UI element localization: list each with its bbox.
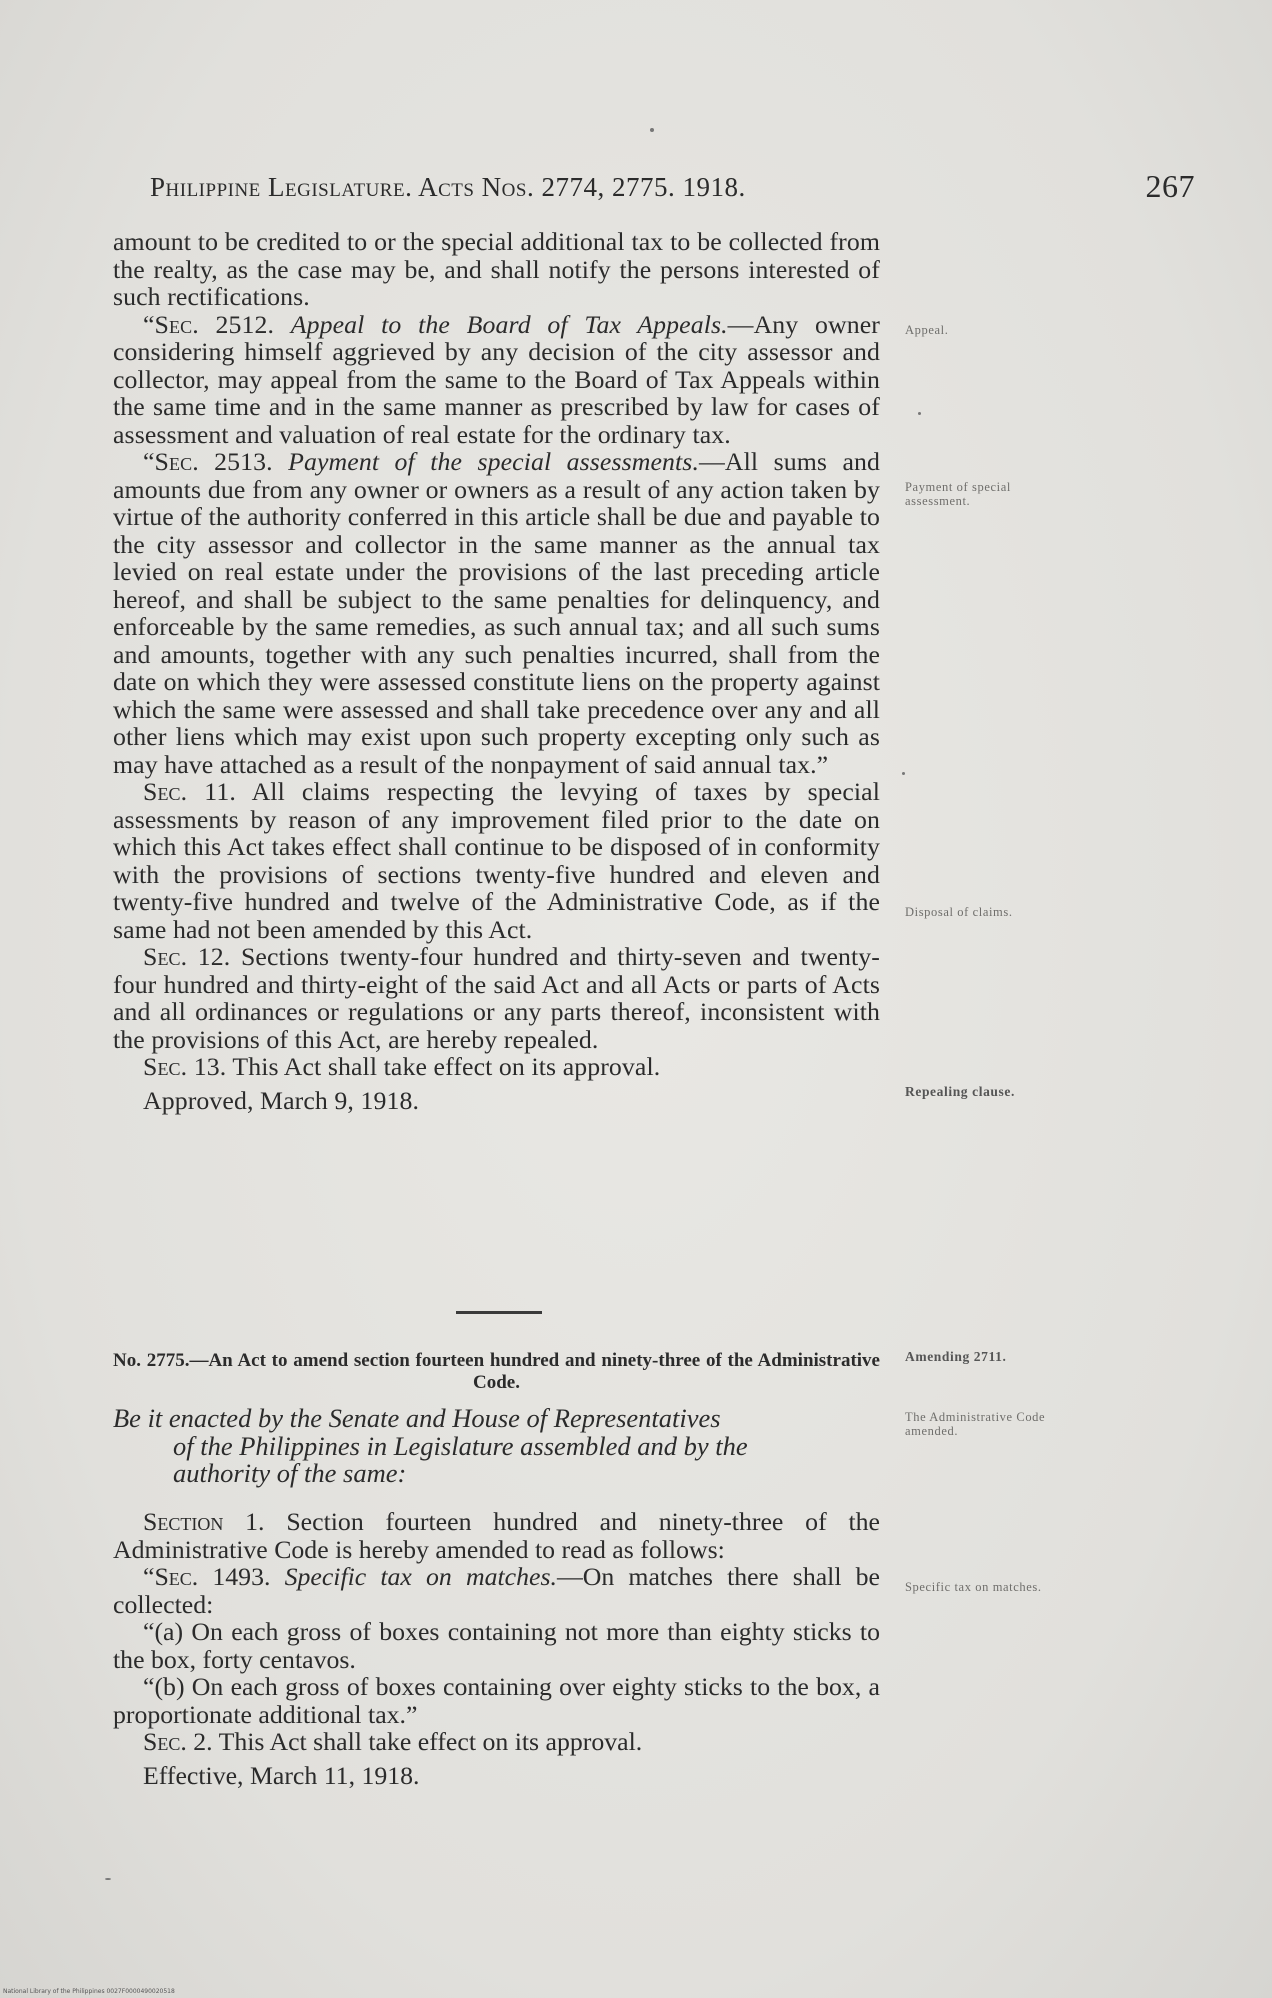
section-heading: Payment of the special assessments.: [288, 447, 699, 476]
section-text: All claims respecting the levying of taxes by special assessments by reason of any improvement filed prior to the date on which this Act takes effect shall continue to be disposed of in conformity with the provisions of sections twenty-five hundred and eleven and twenty-five hundred and twelve of the Administrative Code, as if the same had not been amended by this Act.: [113, 777, 880, 944]
library-stamp: National Library of the Philippines 0027F0000490020518: [3, 1988, 175, 1995]
section-lead: Sec. 13.: [143, 1052, 227, 1081]
section-lead: “Sec. 2512.: [143, 309, 275, 339]
enacting-line-2: of the Philippines in Legislature assembled and by the: [173, 1430, 748, 1461]
effective-line: Effective, March 11, 1918.: [143, 1760, 420, 1790]
section-1493: [113, 1563, 880, 1618]
section-lead: Section 1.: [143, 1507, 265, 1536]
item-b: [113, 1673, 880, 1728]
item-label: “(b): [143, 1672, 185, 1701]
running-head: Philippine Legislature. Acts Nos. 2774, 2775. 1918.: [150, 172, 746, 202]
enacting-line-3: authority of the same:: [173, 1458, 407, 1488]
enacting-clause: [113, 1405, 880, 1488]
scan-speck: [918, 412, 921, 415]
item-a: [113, 1618, 880, 1673]
scan-speck: [902, 772, 905, 775]
section-text: This Act shall take effect on its approval.: [212, 1727, 643, 1756]
item-text: On each gross of boxes containing not more than eighty sticks to the box, forty centavos.: [113, 1617, 880, 1674]
continued-paragraph: amount to be credited to or the special additional tax to be collected from the realty, as the case may be, and shall notify the persons interested of such rectifications.: [113, 227, 880, 311]
section-2: [113, 1728, 880, 1756]
margin-note-repealing: Repealing clause.: [905, 1084, 1015, 1099]
scan-speck: [650, 128, 654, 132]
margin-note-appeal: Appeal.: [905, 323, 949, 337]
section-text: —On matches there shall be collected:: [113, 1562, 880, 1619]
section-1: [113, 1508, 880, 1563]
margin-note-disposal: Disposal of claims.: [905, 905, 1013, 919]
margin-note-payment: Payment of special assessment.: [905, 480, 1011, 508]
enacting-line-1: Be it enacted by the Senate and House of Representatives: [113, 1403, 721, 1433]
item-text: On each gross of boxes containing over eighty sticks to the box, a proportionate additional tax.”: [113, 1672, 880, 1729]
section-lead: Sec. 12.: [143, 942, 231, 971]
section-text: This Act shall take effect on its approval.: [226, 1052, 661, 1081]
page-number: 267: [1145, 168, 1195, 204]
section-lead: Sec. 11.: [143, 777, 236, 806]
margin-note-specific-tax: Specific tax on matches.: [905, 1580, 1042, 1594]
section-lead: Sec. 2.: [143, 1727, 213, 1756]
section-12: [113, 943, 880, 1053]
section-text: —All sums and amounts due from any owner or owners as a result of any action taken by virtue of the authority conferred in this article shall be due and payable to the city assessor and collector in the same manner as the annual tax levied on real estate under the provisions of the last preceding article hereof, and shall be subject to the same penalties for delinquency, and enforceable by the same remedies, as such annual tax; and all such sums and amounts, together with any such penalties incurred, shall from the date on which they were assessed constitute liens on the property against which the same were assessed and shall take precedence over any and all other liens which may exist upon such property excepting only such as may have attached as a result of the nonpayment of said annual tax.”: [113, 447, 880, 779]
section-text: Sections twenty-four hundred and thirty-seven and twenty-four hundred and thirty-eight of the said Act and all Acts or parts of Acts and all ordinances or regulations or any parts thereof, inconsistent with the provisions of this Act, are hereby repealed.: [113, 942, 880, 1054]
section-11: [113, 778, 880, 943]
section-text: —Any owner considering himself aggrieved by any decision of the city assessor and collector, may appeal from the same to the Board of Tax Appeals within the same time and in the same manner as prescribed by law for cases of assessment and valuation of real estate for the ordinary tax.: [113, 309, 880, 449]
section-divider: [456, 1311, 542, 1314]
margin-note-amending: Amending 2711.: [905, 1349, 1007, 1364]
margin-note-admin-code: The Administrative Code amended.: [905, 1410, 1046, 1438]
section-heading: Specific tax on matches.: [284, 1562, 557, 1591]
page-header: [150, 168, 1195, 212]
section-2513: [113, 448, 880, 778]
act-2775-body: [113, 1508, 880, 1789]
section-lead: “Sec. 2513.: [143, 447, 273, 476]
section-lead: “Sec. 1493.: [143, 1562, 271, 1591]
approved-line: Approved, March 9, 1918.: [143, 1085, 420, 1115]
act-2775-title: [113, 1350, 880, 1394]
section-13: [113, 1053, 880, 1081]
main-text-column: [113, 228, 880, 1114]
scan-speck: [105, 1878, 111, 1880]
section-2512: [113, 311, 880, 449]
act-title-text: No. 2775.—An Act to amend section fourteen hundred and ninety-three of the Administrative Code.: [113, 1350, 880, 1393]
section-text: Section fourteen hundred and ninety-three of the Administrative Code is hereby amended to read as follows:: [113, 1507, 880, 1564]
section-heading: Appeal to the Board of Tax Appeals.: [290, 309, 728, 339]
item-label: “(a): [143, 1617, 184, 1646]
